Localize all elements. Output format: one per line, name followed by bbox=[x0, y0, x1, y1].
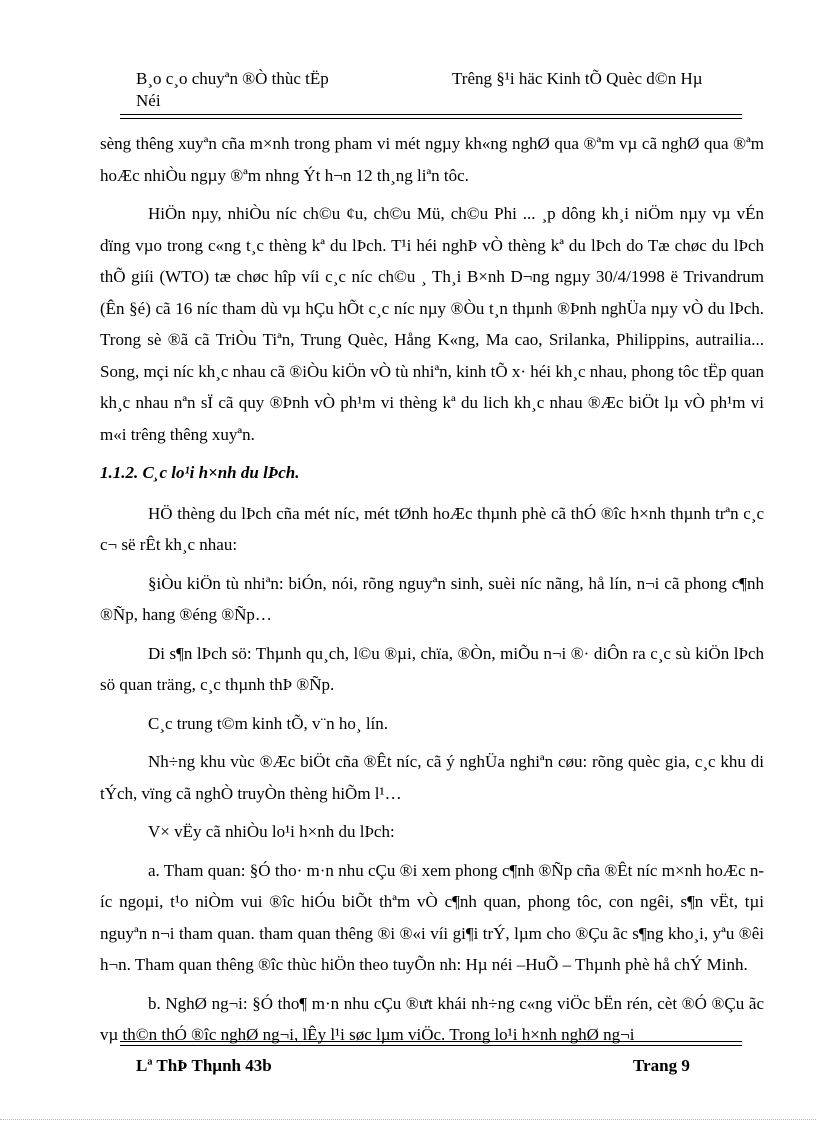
header-rule bbox=[120, 114, 742, 119]
paragraph-4: §iÒu kiÖn tù nhiªn: biÓn, nói, rõng nguyªn sinh, suèi níc nãng, hå lín, n¬i cã phong c¶nh ®Ñp, hang ®éng ®Ñp… bbox=[100, 573, 764, 624]
footer-rule bbox=[120, 1041, 742, 1046]
paragraph-5: Di s¶n lÞch sö: Thµnh qu¸ch, l©u ®µi, chïa, ®Òn, miÕu n¬i ®· diÔn ra c¸c sù kiÖn lÞch sö quan träng, c¸c thµnh thÞ ®Ñp. bbox=[100, 643, 764, 694]
header-title-line1: B¸o c¸o chuyªn ®Ò thùc tËp bbox=[136, 69, 329, 88]
paragraph-9: a. Tham quan: §Ó tho· m·n nhu cÇu ®i xem phong c¶nh ®Ñp cña ®Êt níc m×nh hoÆc níc ngoµi, t¹o niÒm vui ®îc hiÓu biÕt thªm vÒ c¶nh quan, phong tôc, con ngêi, s¶n vËt, tµi nguyªn n¬i tham quan. tham quan thêng ®i ®«i víi gi¶i trÝ, lµm cho ®Çu ãc s¶ng kho¸i, yªu ®êi h¬n. Tham quan thêng ®îc thùc hiÖn theo tuyÕn nh: Hµ néi –HuÕ – Thµnh phè hå chÝ Minh. bbox=[100, 860, 764, 974]
paragraph-10: b. NghØ ng¬i: §Ó tho¶ m·n nhu cÇu ®ưt khái nh÷ng c«ng viÖc bËn rén, cèt ®Ó ®Çu ãc vµ th©n thÓ ®îc nghØ ng¬i, lÊy l¹i søc lµm viÖc. Trong lo¹i h×nh nghØ ng¬i bbox=[100, 993, 764, 1044]
page-body bbox=[100, 128, 764, 1058]
page-edge-divider bbox=[0, 1119, 816, 1120]
footer-author: Lª ThÞ Thµnh 43b bbox=[136, 1056, 272, 1075]
header-university: Trêng §¹i häc Kinh tÕ Quèc d©n Hµ bbox=[452, 69, 703, 88]
paragraph-2: HiÖn nµy, nhiÒu níc ch©u ¢u, ch©u Mü, ch©u Phi ... ¸p dông kh¸i niÖm nµy vµ vÉn dïng vµo trong c«ng t¸c thèng kª du lÞch. T¹i héi nghÞ vÒ thèng kª du lÞch do Tæ chøc du lÞch thÕ giíi (WTO) tæ chøc hîp víi c¸c níc ch©u ¸ Th¸i B×nh D¬ng ngµy 30/4/1998 ë Trivandrum (Ên §é) cã 16 níc tham dù vµ hÇu hÕt c¸c níc nµy ®Òu t¸n thµnh ®Þnh nghÜa nµy vÒ du lÞch. Trong sè ®ã cã TriÒu Tiªn, Trung Quèc, Hång K«ng, Ma cao, Srilanka, Philippins, autrailia... Song, mçi níc kh¸c nhau cã ®iÒu kiÖn vÒ tù nhiªn, kinh tÕ x· héi kh¸c nhau, phong tôc tËp quan kh¸c nhau nªn sÏ cã quy ®Þnh vÒ ph¹m vi thèng kª du lich kh¸c nhau ®Æc biÖt lµ vÒ ph¹m vi m«i trêng thêng xuyªn. bbox=[100, 204, 764, 444]
header-left bbox=[136, 68, 396, 112]
paragraph-8: V× vËy cã nhiÒu lo¹i h×nh du lÞch: bbox=[148, 822, 395, 841]
paragraph-3: HÖ thèng du lÞch cña mét níc, mét tØnh hoÆc thµnh phè cã thÓ ®îc h×nh thµnh trªn c¸c c¬ së rÊt kh¸c nhau: bbox=[100, 503, 764, 554]
page-number: Trang 9 bbox=[633, 1056, 690, 1075]
section-heading: 1.1.2. C¸c lo¹i h×nh du lÞch. bbox=[100, 463, 300, 482]
header-title-line2: Néi bbox=[136, 91, 161, 110]
paragraph-1: sèng thêng xuyªn cña m×nh trong pham vi mét ngµy kh«ng nghØ qua ®ªm vµ cã nghØ qua ®ªm hoÆc nhiÒu ngµy ®ªm nhng Ýt h¬n 12 th¸ng liªn tôc. bbox=[100, 134, 764, 185]
paragraph-6: C¸c trung t©m kinh tÕ, v¨n ho¸ lín. bbox=[148, 713, 389, 733]
paragraph-7: Nh÷ng khu vùc ®Æc biÖt cña ®Êt níc, cã ý nghÜa nghiªn cøu: rõng quèc gia, c¸c khu di tÝch, vïng cã nghÒ truyÒn thèng hiÕm l¹… bbox=[100, 752, 764, 803]
